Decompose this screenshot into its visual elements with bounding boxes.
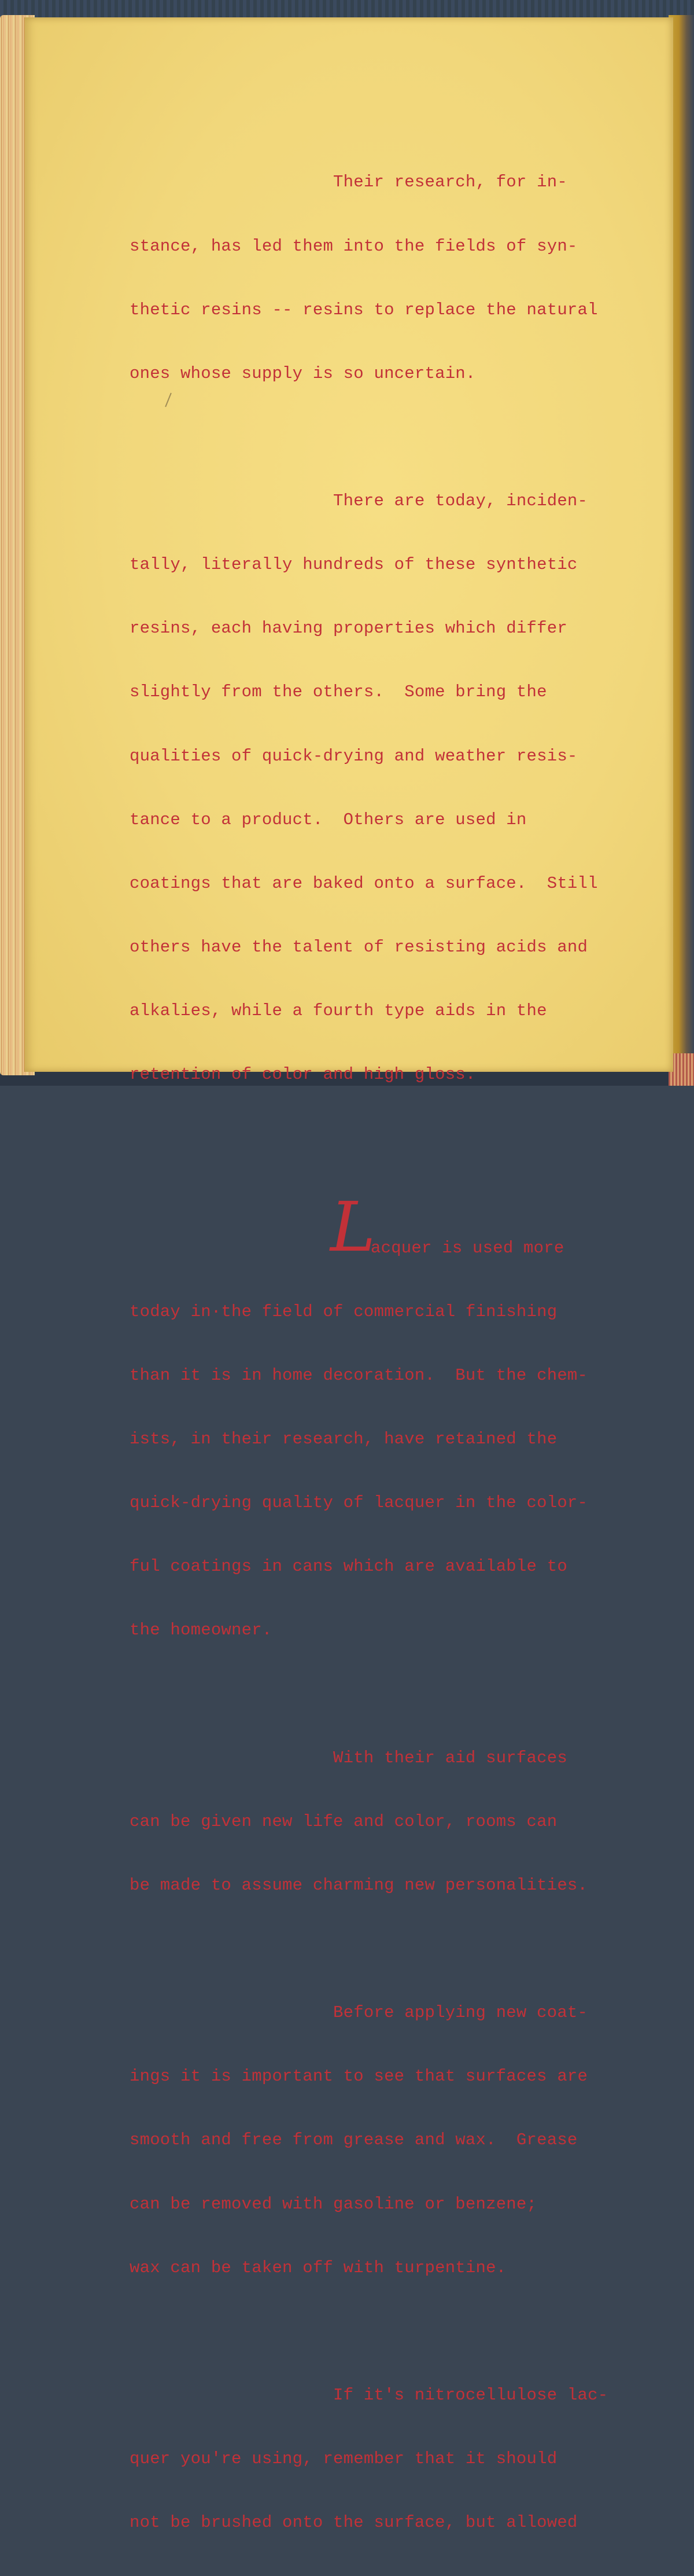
- text-line: ists, in their research, have retained the: [130, 1429, 558, 1449]
- paragraph-nitrocellulose: [130, 2343, 650, 2576]
- text-line: today in·the field of commercial finishing: [130, 1302, 558, 1321]
- text-line: ful coatings in cans which are available to: [130, 1557, 567, 1576]
- text-line: retention of color and high gloss.: [130, 1065, 476, 1085]
- text-line: With their aid surfaces: [130, 1748, 567, 1767]
- text-line: can be removed with gasoline or benzene;: [130, 2194, 537, 2214]
- text-line: If it's nitrocellulose lac-: [130, 2386, 608, 2405]
- text-line: stance, has led them into the fields of syn-: [130, 236, 578, 256]
- text-line: others have the talent of resisting acids and: [130, 937, 588, 957]
- typewritten-page: [24, 17, 673, 2533]
- text-line: wax can be taken off with turpentine.: [130, 2258, 507, 2277]
- text-line: quer you're using, remember that it should: [130, 2449, 558, 2469]
- paragraph-resins-research: [130, 130, 650, 427]
- text-line: tally, literally hundreds of these synthetic: [130, 555, 578, 575]
- paragraph-synthetic-resins: [130, 449, 650, 1128]
- text-line: coatings that are baked onto a surface. Still: [130, 873, 598, 893]
- text-line: not be brushed onto the surface, but allowed: [130, 2513, 578, 2533]
- paragraph-new-life: [130, 1705, 650, 1939]
- text-line: the homeowner.: [130, 1620, 272, 1640]
- text-line: be made to assume charming new personalities.: [130, 1875, 588, 1895]
- text-line: alkalies, while a fourth type aids in the: [130, 1001, 547, 1020]
- text-line: smooth and free from grease and wax. Grease: [130, 2130, 578, 2150]
- paragraph-surface-prep: [130, 1960, 650, 2321]
- book-cover-edge: [0, 0, 694, 17]
- text-line: resins, each having properties which differ: [130, 619, 567, 638]
- text-line: acquer is used more: [371, 1238, 564, 1258]
- text-line: ones whose supply is so uncertain.: [130, 363, 476, 383]
- text-line: tance to a product. Others are used in: [130, 810, 527, 829]
- text-line: ings it is important to see that surfaces are: [130, 2067, 588, 2086]
- text-line: can be given new life and color, rooms can: [130, 1811, 558, 1831]
- page-text: [130, 130, 650, 2576]
- text-line: slightly from the others. Some bring the: [130, 682, 547, 702]
- text-line: thetic resins -- resins to replace the natural: [130, 300, 598, 319]
- text-line: qualities of quick-drying and weather resis-: [130, 746, 578, 766]
- paragraph-lacquer: [130, 1186, 650, 1684]
- drop-cap-line: [130, 1186, 650, 1267]
- text-line: quick-drying quality of lacquer in the color-: [130, 1493, 588, 1512]
- text-line: There are today, inciden-: [130, 491, 588, 511]
- text-line: Before applying new coat-: [130, 2003, 588, 2023]
- text-line: than it is in home decoration. But the chem-: [130, 1365, 588, 1385]
- text-line: Their research, for in-: [130, 172, 567, 192]
- drop-cap-letter: L: [330, 1186, 376, 1267]
